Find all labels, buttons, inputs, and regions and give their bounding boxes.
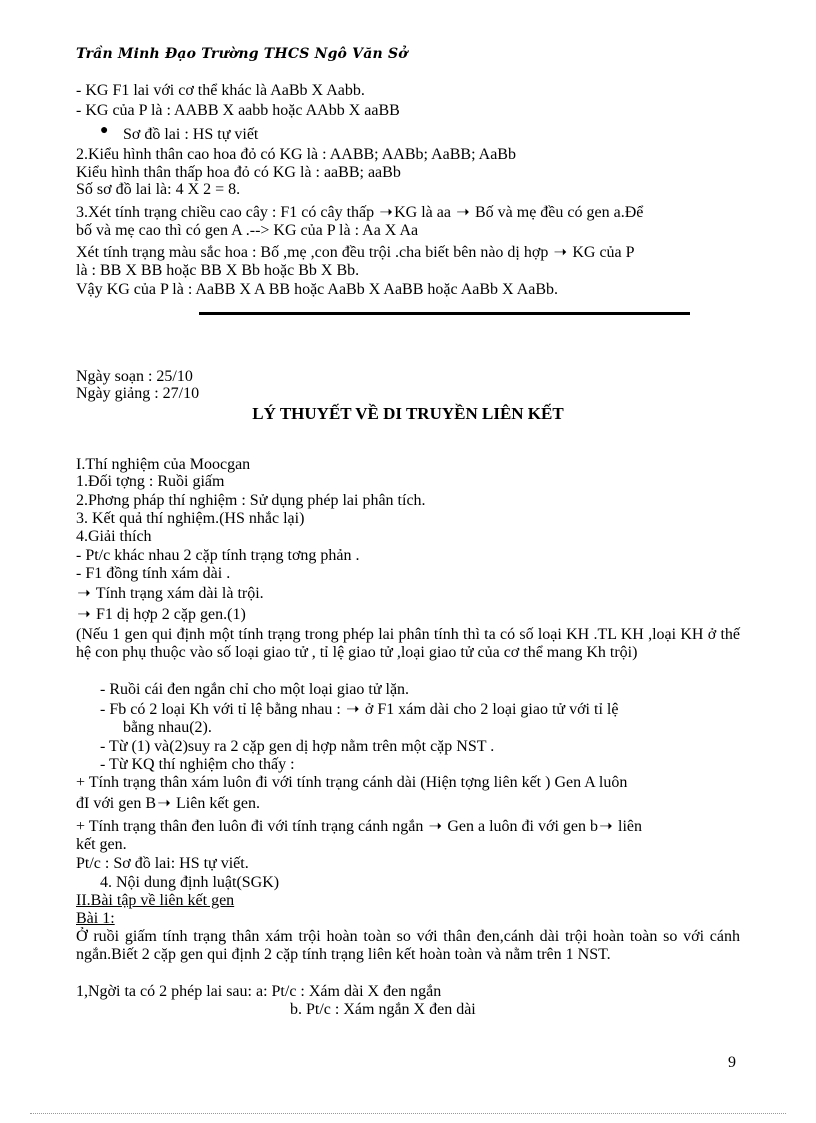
text-line: - KG của P là : AABB X aabb hoặc AAbb X aaBB xyxy=(76,102,400,119)
page-number: 9 xyxy=(728,1054,736,1071)
text-span: Xét tính trạng màu sắc hoa : Bố ,mẹ ,con đều trội .cha biết bên nào dị hợp xyxy=(76,244,549,261)
arrow-right-icon: ➝ xyxy=(428,818,443,835)
horizontal-rule xyxy=(199,312,690,315)
text-line xyxy=(76,244,635,262)
text-line xyxy=(76,606,246,624)
text-line: 4. Nội dung định luật(SGK) xyxy=(100,874,280,891)
text-span: ở F1 xám dài cho 2 loại giao tử với tỉ lệ xyxy=(364,701,619,718)
text-line: 2.Kiểu hình thân cao hoa đỏ có KG là : AABB; AABb; AaBB; AaBb xyxy=(76,146,516,163)
arrow-right-icon: ➝ xyxy=(77,606,91,623)
text-span: + Tính trạng thân đen luôn đi với tính trạng cánh ngắn xyxy=(76,818,424,835)
text-line: b. Pt/c : Xám ngắn X đen dài xyxy=(290,1001,476,1018)
text-line: - Từ (1) và(2)suy ra 2 cặp gen dị hợp nằm trên một cặp NST . xyxy=(100,738,495,755)
text-line: 4.Giải thích xyxy=(76,528,152,545)
text-paragraph: Ở ruồi giấm tính trạng thân xám trội hoàn toàn so với thân đen,cánh dài trội hoàn toàn so với cánh ngắn.Biết 2 cặp gen qui định 2 cặp tính trạng liên kết hoàn toàn và nằm trên 1 NST. xyxy=(76,928,740,963)
text-line: Pt/c : Sơ đồ lai: HS tự viết. xyxy=(76,855,249,872)
text-span: liên xyxy=(618,818,642,835)
text-span: KG của P xyxy=(572,244,635,261)
text-span: F1 dị hợp 2 cặp gen.(1) xyxy=(96,606,246,623)
text-line: bố và mẹ cao thì có gen A .--> KG của P là : Aa X Aa xyxy=(76,222,419,239)
arrow-right-icon: ➝ xyxy=(553,244,568,261)
text-line: - Ruồi cái đen ngắn chỉ cho một loại giao tử lặn. xyxy=(100,681,410,698)
lesson-title: LÝ THUYẾT VỀ DI TRUYỀN LIÊN KẾT xyxy=(252,404,564,423)
text-span: Gen a luôn đi với gen b xyxy=(447,818,598,835)
text-line: - Từ KQ thí nghiệm cho thấy : xyxy=(100,756,295,773)
arrow-right-icon: ➝ xyxy=(456,204,470,221)
text-line: 3. Kết quả thí nghiệm.(HS nhắc lại) xyxy=(76,510,305,527)
text-span: - Fb có 2 loại Kh với tỉ lệ bằng nhau : xyxy=(100,701,341,718)
text-line: Số sơ đồ lai là: 4 X 2 = 8. xyxy=(76,181,241,198)
text-line: - F1 đồng tính xám dài . xyxy=(76,565,231,582)
text-line: - KG F1 lai với cơ thể khác là AaBb X Aabb. xyxy=(76,82,365,99)
text-paragraph: (Nếu 1 gen qui định một tính trạng trong phép lai phân tính thì ta có số loại KH .TL KH ,loại KH ở thế hệ con phụ thuộc vào số loại giao tử , tỉ lệ giao tử ,loại giao tử của cơ thể mang Kh trội) xyxy=(76,626,740,661)
date-prepared: Ngày soạn : 25/10 xyxy=(76,368,193,385)
text-line xyxy=(100,701,618,719)
text-span: đI với gen B xyxy=(76,795,157,812)
text-span: 3.Xét tính trạng chiều cao cây : F1 có cây thấp xyxy=(76,204,375,221)
text-line: bằng nhau(2). xyxy=(123,719,212,736)
text-line xyxy=(76,795,260,813)
text-span: KG là aa xyxy=(394,204,451,221)
text-line: Vậy KG của P là : AaBB X A BB hoặc AaBb X AaBB hoặc AaBb X AaBb. xyxy=(76,281,559,298)
text-span: Bố và mẹ đều có gen a.Để xyxy=(474,204,644,221)
arrow-right-icon: ➝ xyxy=(157,795,171,812)
text-line: + Tính trạng thân xám luôn đi với tính trạng cánh dài (Hiện tợng liên kết ) Gen A luôn xyxy=(76,774,628,791)
arrow-right-icon: ➝ xyxy=(379,204,393,221)
text-line xyxy=(76,818,642,836)
date-taught: Ngày giảng : 27/10 xyxy=(76,385,200,402)
arrow-right-icon: ➝ xyxy=(599,818,613,835)
text-line xyxy=(76,585,264,603)
text-line: kết gen. xyxy=(76,836,127,853)
text-line: Sơ đồ lai : HS tự viết xyxy=(123,126,259,143)
section-heading: II.Bài tập về liên kết gen xyxy=(76,892,235,909)
text-span: Liên kết gen. xyxy=(176,795,260,812)
arrow-right-icon: ➝ xyxy=(346,701,360,718)
text-line: 2.Phơng pháp thí nghiệm : Sử dụng phép lai phân tích. xyxy=(76,492,426,509)
bullet-icon: ● xyxy=(100,123,109,138)
text-line: - Pt/c khác nhau 2 cặp tính trạng tơng phản . xyxy=(76,547,360,564)
exercise-heading: Bài 1: xyxy=(76,910,115,927)
footer-divider xyxy=(30,1113,786,1114)
text-line: 1.Đối tợng : Ruồi giấm xyxy=(76,473,225,490)
arrow-right-icon: ➝ xyxy=(77,585,91,602)
text-span: Tính trạng xám dài là trội. xyxy=(95,585,264,602)
text-line: 1,Ngời ta có 2 phép lai sau: a: Pt/c : Xám dài X đen ngắn xyxy=(76,983,442,1000)
text-line xyxy=(76,204,643,222)
text-line: I.Thí nghiệm của Moocgan xyxy=(76,456,251,473)
text-line: Kiểu hình thân thấp hoa đỏ có KG là : aaBB; aaBb xyxy=(76,164,401,181)
text-line: là : BB X BB hoặc BB X Bb hoặc Bb X Bb. xyxy=(76,262,360,279)
page-header: Trần Minh Đạo Trường THCS Ngô Văn Sở xyxy=(76,46,408,62)
